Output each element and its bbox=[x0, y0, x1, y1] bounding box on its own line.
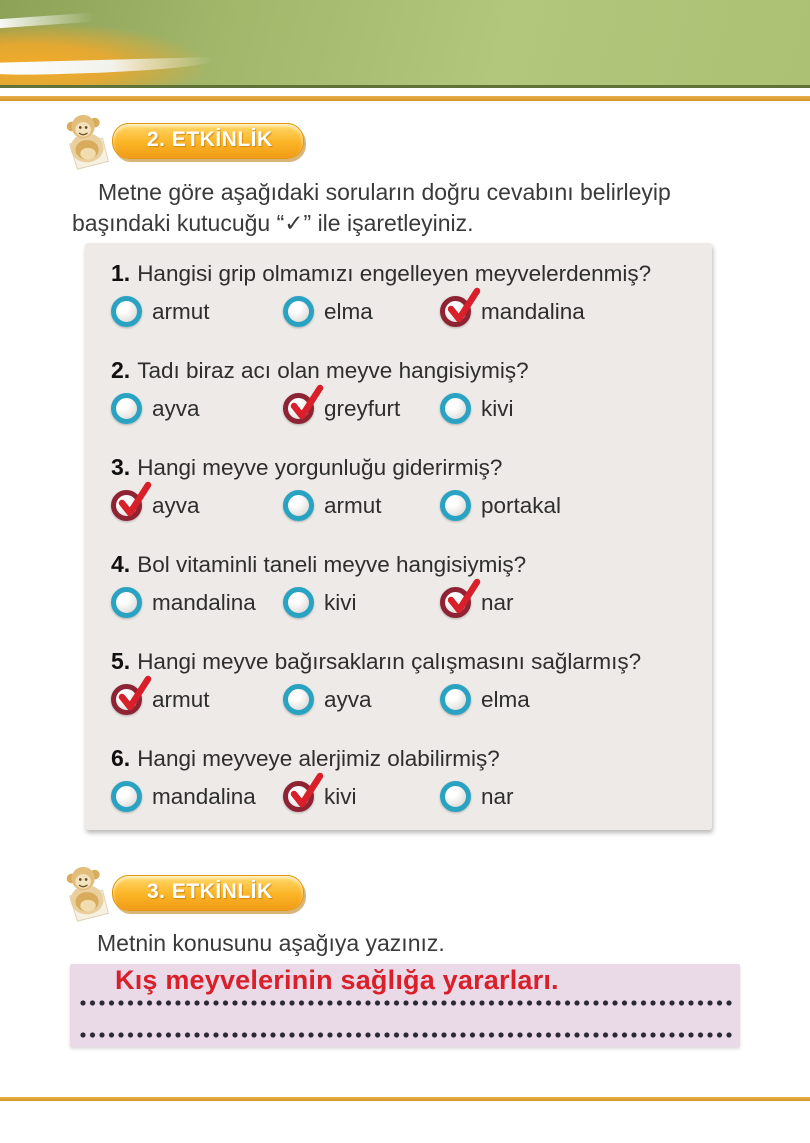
activity-2-title: 2. ETKİNLİK bbox=[112, 123, 304, 159]
circle-checkbox[interactable] bbox=[111, 393, 142, 424]
option-label: mandalina bbox=[152, 589, 256, 615]
header-band bbox=[0, 0, 810, 85]
question-number: 2. bbox=[111, 357, 131, 383]
option-label: nar bbox=[481, 783, 514, 809]
answer-option bbox=[111, 781, 283, 812]
question-line bbox=[111, 534, 712, 578]
question-block bbox=[85, 534, 712, 631]
activity-3-instruction: Metnin konusunu aşağıya yazınız. bbox=[97, 930, 445, 956]
circle-checkbox[interactable] bbox=[111, 587, 142, 618]
monkey-icon bbox=[58, 862, 120, 926]
header-photo-blur bbox=[0, 22, 205, 85]
question-line bbox=[111, 437, 712, 481]
answer-option bbox=[440, 587, 712, 618]
check-icon bbox=[285, 771, 325, 811]
answer-option bbox=[440, 684, 712, 715]
answer-option bbox=[111, 490, 283, 521]
answer-line-1[interactable] bbox=[80, 1000, 732, 1006]
options-row bbox=[111, 393, 712, 424]
option-label: kivi bbox=[324, 783, 357, 809]
question-text: Hangi meyveye alerjimiz olabilirmiş? bbox=[137, 746, 500, 771]
circle-checkbox[interactable] bbox=[283, 393, 314, 424]
question-line bbox=[111, 340, 712, 384]
instruction-line-2: başındaki kutucuğu “✓” ile işaretleyiniz. bbox=[72, 210, 474, 236]
option-label: elma bbox=[324, 298, 373, 324]
answer-option bbox=[111, 296, 283, 327]
circle-checkbox[interactable] bbox=[440, 393, 471, 424]
question-number: 6. bbox=[111, 745, 131, 771]
option-label: armut bbox=[152, 298, 210, 324]
answer-option bbox=[111, 684, 283, 715]
question-line bbox=[111, 631, 712, 675]
activity-2-instruction bbox=[72, 177, 747, 239]
question-text: Hangisi grip olmamızı engelleyen meyvelerdenmiş? bbox=[137, 261, 652, 286]
check-icon bbox=[442, 577, 482, 617]
option-label: ayva bbox=[324, 686, 372, 712]
answer-option bbox=[283, 781, 440, 812]
option-label: ayva bbox=[152, 395, 200, 421]
answer-option bbox=[283, 296, 440, 327]
circle-checkbox[interactable] bbox=[440, 296, 471, 327]
options-row bbox=[111, 490, 712, 521]
answer-line-2[interactable] bbox=[80, 1032, 732, 1038]
question-block bbox=[85, 437, 712, 534]
option-label: greyfurt bbox=[324, 395, 401, 421]
activity-3-title: 3. ETKİNLİK bbox=[112, 875, 304, 911]
question-number: 5. bbox=[111, 648, 131, 674]
answer-option bbox=[283, 587, 440, 618]
answer-option bbox=[440, 393, 712, 424]
option-label: ayva bbox=[152, 492, 200, 518]
option-label: armut bbox=[324, 492, 382, 518]
check-icon bbox=[113, 480, 153, 520]
answer-option bbox=[440, 781, 712, 812]
circle-checkbox[interactable] bbox=[283, 587, 314, 618]
answer-option bbox=[283, 393, 440, 424]
circle-checkbox[interactable] bbox=[440, 781, 471, 812]
answer-option bbox=[111, 393, 283, 424]
question-number: 1. bbox=[111, 260, 131, 286]
option-label: mandalina bbox=[481, 298, 585, 324]
question-block bbox=[85, 728, 712, 825]
question-block bbox=[85, 340, 712, 437]
question-number: 3. bbox=[111, 454, 131, 480]
written-answer: Kış meyvelerinin sağlığa yararları. bbox=[115, 965, 559, 995]
question-text: Hangi meyve yorgunluğu giderirmiş? bbox=[137, 455, 503, 480]
circle-checkbox[interactable] bbox=[111, 781, 142, 812]
options-row bbox=[111, 781, 712, 812]
circle-checkbox[interactable] bbox=[283, 490, 314, 521]
answer-option bbox=[111, 587, 283, 618]
header-divider-white bbox=[0, 88, 810, 96]
monkey-icon bbox=[58, 110, 120, 174]
option-label: portakal bbox=[481, 492, 562, 518]
circle-checkbox[interactable] bbox=[283, 684, 314, 715]
activity-2-badge bbox=[58, 110, 358, 174]
option-label: elma bbox=[481, 686, 530, 712]
answer-option bbox=[440, 490, 712, 521]
option-label: kivi bbox=[481, 395, 514, 421]
circle-checkbox[interactable] bbox=[111, 490, 142, 521]
question-block bbox=[85, 243, 712, 340]
circle-checkbox[interactable] bbox=[111, 296, 142, 327]
answer-option bbox=[440, 296, 712, 327]
question-text: Tadı biraz acı olan meyve hangisiymiş? bbox=[137, 358, 529, 383]
options-row bbox=[111, 684, 712, 715]
check-icon bbox=[285, 383, 325, 423]
question-line bbox=[111, 728, 712, 772]
option-label: armut bbox=[152, 686, 210, 712]
question-box bbox=[85, 243, 712, 830]
question-line bbox=[111, 243, 712, 287]
option-label: nar bbox=[481, 589, 514, 615]
options-row bbox=[111, 296, 712, 327]
answer-option bbox=[283, 684, 440, 715]
circle-checkbox[interactable] bbox=[440, 684, 471, 715]
options-row bbox=[111, 587, 712, 618]
question-text: Bol vitaminli taneli meyve hangisiymiş? bbox=[137, 552, 527, 577]
circle-checkbox[interactable] bbox=[111, 684, 142, 715]
check-icon bbox=[113, 674, 153, 714]
activity-3-badge bbox=[58, 862, 358, 926]
question-text: Hangi meyve bağırsakların çalışmasını sağlarmış? bbox=[137, 649, 642, 674]
question-block bbox=[85, 631, 712, 728]
circle-checkbox[interactable] bbox=[283, 296, 314, 327]
footer-rule bbox=[0, 1097, 810, 1101]
check-icon bbox=[442, 286, 482, 326]
instruction-line-1: Metne göre aşağıdaki soruların doğru cevabını belirleyip bbox=[98, 179, 671, 205]
answer-box bbox=[70, 964, 740, 1047]
answer-option bbox=[283, 490, 440, 521]
circle-checkbox[interactable] bbox=[440, 490, 471, 521]
header-divider-gold bbox=[0, 96, 810, 101]
circle-checkbox[interactable] bbox=[440, 587, 471, 618]
circle-checkbox[interactable] bbox=[283, 781, 314, 812]
question-number: 4. bbox=[111, 551, 131, 577]
option-label: kivi bbox=[324, 589, 357, 615]
option-label: mandalina bbox=[152, 783, 256, 809]
